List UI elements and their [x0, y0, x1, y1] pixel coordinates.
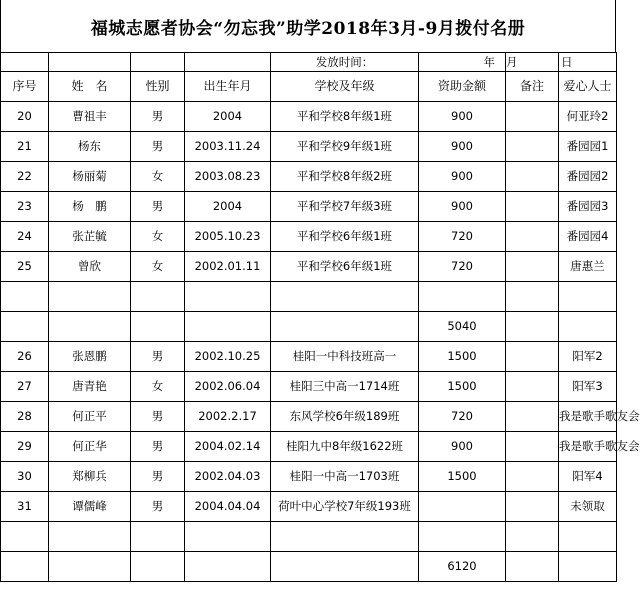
table-row	[1, 222, 617, 252]
cell-donor: 何亚玲2	[559, 102, 617, 132]
cell-school: 平和学校8年级1班	[271, 102, 419, 132]
cell-note	[506, 192, 559, 222]
cell-amount: 720	[419, 402, 506, 432]
cell-note	[506, 102, 559, 132]
header-school: 学校及年级	[271, 72, 419, 102]
cell-donor: 番园园4	[559, 222, 617, 252]
table-row	[1, 192, 617, 222]
cell-sex: 男	[131, 402, 185, 432]
table-row	[1, 402, 617, 432]
cell-donor: 我是歌手歌友会	[559, 432, 617, 462]
cell-amount: 1500	[419, 462, 506, 492]
cell-school: 桂阳一中科技班高一	[271, 342, 419, 372]
cell-name: 何正华	[49, 432, 131, 462]
cell-amount: 900	[419, 132, 506, 162]
cell-birth: 2002.04.03	[185, 462, 271, 492]
cell-name: 杨东	[49, 132, 131, 162]
issue-date-year: 年	[419, 53, 506, 72]
cell-amount: 720	[419, 252, 506, 282]
cell-name: 谭儒峰	[49, 492, 131, 522]
cell-note	[506, 252, 559, 282]
cell-birth: 2004.02.14	[185, 432, 271, 462]
cell-amount: 720	[419, 222, 506, 252]
cell-donor: 番园园2	[559, 162, 617, 192]
header-birth: 出生年月	[185, 72, 271, 102]
cell-birth: 2004	[185, 192, 271, 222]
cell-school: 桂阳一中高一1703班	[271, 462, 419, 492]
cell-birth: 2002.06.04	[185, 372, 271, 402]
cell-birth: 2004	[185, 102, 271, 132]
cell-sex: 男	[131, 342, 185, 372]
cell-school: 东风学校6年级189班	[271, 402, 419, 432]
header-row	[1, 72, 617, 102]
cell-no: 23	[1, 192, 49, 222]
cell-name: 杨丽菊	[49, 162, 131, 192]
cell-amount: 1500	[419, 342, 506, 372]
cell-amount: 900	[419, 192, 506, 222]
cell-sex: 男	[131, 132, 185, 162]
cell-note	[506, 402, 559, 432]
header-name: 姓 名	[49, 72, 131, 102]
cell-school: 平和学校9年级1班	[271, 132, 419, 162]
cell-sex: 女	[131, 162, 185, 192]
issue-date-day: 日	[559, 53, 617, 72]
cell-birth: 2002.2.17	[185, 402, 271, 432]
cell-donor: 阳军3	[559, 372, 617, 402]
cell-note	[506, 342, 559, 372]
cell-no: 25	[1, 252, 49, 282]
cell-name: 张芷毓	[49, 222, 131, 252]
cell-no: 21	[1, 132, 49, 162]
cell-amount: 1500	[419, 372, 506, 402]
table-row	[1, 462, 617, 492]
cell-donor: 阳军4	[559, 462, 617, 492]
cell-sex: 女	[131, 252, 185, 282]
cell-name: 张恩鹏	[49, 342, 131, 372]
issue-date-month: 月	[506, 53, 559, 72]
table-row	[1, 372, 617, 402]
cell-donor: 唐惠兰	[559, 252, 617, 282]
cell-note	[506, 162, 559, 192]
cell-amount: 900	[419, 102, 506, 132]
table-row	[1, 432, 617, 462]
cell-school: 桂阳三中高一1714班	[271, 372, 419, 402]
cell-no: 30	[1, 462, 49, 492]
cell-name: 唐青艳	[49, 372, 131, 402]
subtotal-amount: 6120	[419, 552, 506, 582]
subtotal-row	[1, 552, 617, 582]
table-row	[1, 132, 617, 162]
cell-birth: 2002.01.11	[185, 252, 271, 282]
cell-donor: 我是歌手歌友会	[559, 402, 617, 432]
cell-donor: 番园园1	[559, 132, 617, 162]
cell-birth: 2004.04.04	[185, 492, 271, 522]
cell-birth: 2003.08.23	[185, 162, 271, 192]
cell-donor: 阳军2	[559, 342, 617, 372]
cell-no: 22	[1, 162, 49, 192]
header-amount: 资助金额	[419, 72, 506, 102]
cell-no: 24	[1, 222, 49, 252]
cell-no: 31	[1, 492, 49, 522]
cell-school: 平和学校7年级3班	[271, 192, 419, 222]
cell-note	[506, 372, 559, 402]
sheet-title: 福城志愿者协会“勿忘我”助学2018年3月-9月拨付名册	[0, 0, 616, 52]
cell-birth: 2003.11.24	[185, 132, 271, 162]
cell-sex: 男	[131, 432, 185, 462]
cell-no: 20	[1, 102, 49, 132]
cell-no: 27	[1, 372, 49, 402]
cell-sex: 女	[131, 372, 185, 402]
cell-donor: 番园园3	[559, 192, 617, 222]
cell-name: 曹祖丰	[49, 102, 131, 132]
cell-sex: 女	[131, 222, 185, 252]
header-note: 备注	[506, 72, 559, 102]
cell-school: 平和学校6年级1班	[271, 252, 419, 282]
cell-donor: 未领取	[559, 492, 617, 522]
cell-name: 杨 鹏	[49, 192, 131, 222]
cell-note	[506, 432, 559, 462]
cell-no: 28	[1, 402, 49, 432]
cell-sex: 男	[131, 462, 185, 492]
table-row	[1, 102, 617, 132]
cell-name: 郑柳兵	[49, 462, 131, 492]
cell-note	[506, 132, 559, 162]
header-no: 序号	[1, 72, 49, 102]
cell-birth: 2005.10.23	[185, 222, 271, 252]
header-sex: 性别	[131, 72, 185, 102]
subtotal-amount: 5040	[419, 312, 506, 342]
issue-date-label: 发放时间：	[271, 53, 419, 72]
header-donor: 爱心人士	[559, 72, 617, 102]
roster-table	[0, 52, 640, 582]
table-row	[1, 492, 617, 522]
cell-name: 曾欣	[49, 252, 131, 282]
cell-note	[506, 492, 559, 522]
table-row	[1, 342, 617, 372]
cell-birth: 2002.10.25	[185, 342, 271, 372]
date-row	[1, 53, 617, 72]
cell-name: 何正平	[49, 402, 131, 432]
cell-school: 平和学校6年级1班	[271, 222, 419, 252]
cell-sex: 男	[131, 192, 185, 222]
table-row	[1, 252, 617, 282]
cell-note	[506, 222, 559, 252]
cell-sex: 男	[131, 102, 185, 132]
cell-amount	[419, 492, 506, 522]
cell-school: 桂阳九中8年级1622班	[271, 432, 419, 462]
cell-no: 26	[1, 342, 49, 372]
blank-row	[1, 282, 617, 312]
cell-amount: 900	[419, 162, 506, 192]
cell-amount: 900	[419, 432, 506, 462]
cell-no: 29	[1, 432, 49, 462]
blank-row	[1, 522, 617, 552]
cell-sex: 男	[131, 492, 185, 522]
cell-note	[506, 462, 559, 492]
subtotal-row	[1, 312, 617, 342]
cell-school: 荷叶中心学校7年级193班	[271, 492, 419, 522]
cell-school: 平和学校8年级2班	[271, 162, 419, 192]
table-row	[1, 162, 617, 192]
